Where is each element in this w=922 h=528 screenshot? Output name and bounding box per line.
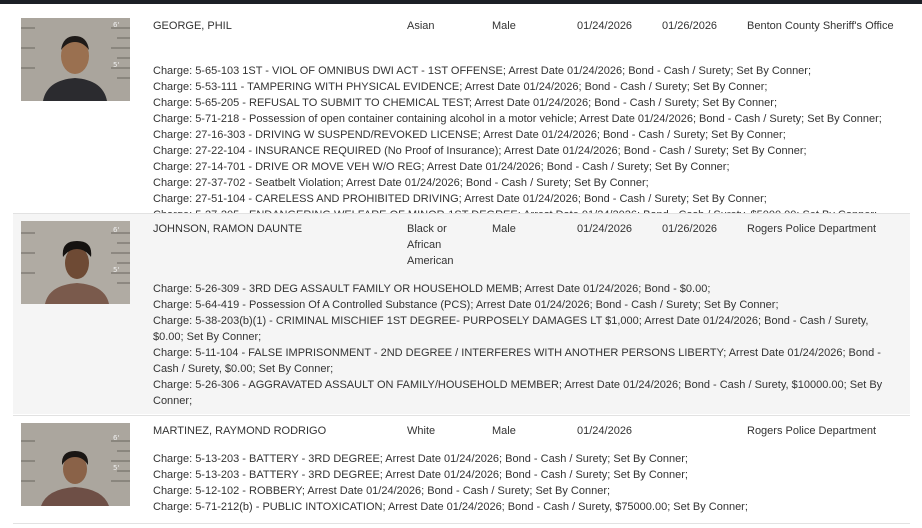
record-divider [13, 523, 910, 524]
release-date: 01/26/2026 [662, 20, 718, 32]
arrest-date: 01/24/2026 [577, 223, 633, 235]
svg-text:5': 5' [113, 464, 120, 472]
inmate-record [13, 12, 910, 212]
svg-text:6': 6' [113, 21, 120, 29]
charge-item: Charge: 5-71-212(b) - PUBLIC INTOXICATION; Arrest Date 01/24/2026; Bond - Cash / Surety, $75000.00; Set By Conner; [153, 501, 748, 513]
charge-item: Charge: 5-71-218 - Possession of open container containing alcohol in a motor vehicle; Arrest Date 01/24/2026; Bond - Cash / Surety; Set By Conner; [153, 113, 882, 125]
charge-item: Charge: 5-26-309 - 3RD DEG ASSAULT FAMILY OR HOUSEHOLD MEMB; Arrest Date 01/24/2026; Bond - $0.00; [153, 283, 711, 295]
mugshot-photo[interactable] [21, 18, 130, 101]
svg-text:6': 6' [113, 226, 120, 234]
charge-item: Charge: 5-26-306 - AGGRAVATED ASSAULT ON FAMILY/HOUSEHOLD MEMBER; Arrest Date 01/24/2026; Bond - Cash / Surety, $10000.00; Set By Conner; [153, 379, 883, 407]
inmate-name: JOHNSON, RAMON DAUNTE [153, 223, 303, 235]
charge-item: Charge: 27-37-702 - Seatbelt Violation; Arrest Date 01/24/2026; Bond - Cash / Surety; Set By Conner; [153, 177, 649, 189]
inmate-record [13, 214, 910, 414]
inmate-sex: Male [492, 20, 516, 32]
inmate-sex: Male [492, 223, 516, 235]
inmate-race: Asian [407, 20, 435, 32]
inmate-race: Black or African American [407, 223, 454, 267]
charge-item: Charge: 27-22-104 - INSURANCE REQUIRED (No Proof of Insurance); Arrest Date 01/24/2026; Bond - Cash / Surety; Set By Conner; [153, 145, 807, 157]
charge-item: Charge: 5-11-104 - FALSE IMPRISONMENT - 2ND DEGREE / INTERFERES WITH ANOTHER PERSONS LIBERTY; Arrest Date 01/24/2026; Bond - Cash / Surety, $0.00; Set By Conner; [153, 347, 881, 375]
charge-list [153, 281, 901, 409]
charge-item: Charge: 5-12-102 - ROBBERY; Arrest Date 01/24/2026; Bond - Cash / Surety; Set By Conner; [153, 485, 611, 497]
arresting-agency: Rogers Police Department [747, 223, 877, 235]
inmate-record [13, 416, 910, 522]
inmate-name: GEORGE, PHIL [153, 20, 232, 32]
arresting-agency: Benton County Sheriff's Office [747, 20, 894, 32]
mugshot-photo[interactable] [21, 423, 130, 506]
arrest-date: 01/24/2026 [577, 425, 633, 437]
charge-list [153, 63, 901, 223]
charge-list [153, 451, 901, 515]
charge-item: Charge: 27-14-701 - DRIVE OR MOVE VEH W/O REG; Arrest Date 01/24/2026; Bond - Cash / Surety; Set By Conner; [153, 161, 730, 173]
release-date: 01/26/2026 [662, 223, 718, 235]
charge-item: Charge: 5-53-111 - TAMPERING WITH PHYSICAL EVIDENCE; Arrest Date 01/24/2026; Bond - Cash / Surety; Set By Conner; [153, 81, 768, 93]
arrest-date: 01/24/2026 [577, 20, 633, 32]
charge-item: Charge: 5-65-205 - REFUSAL TO SUBMIT TO CHEMICAL TEST; Arrest Date 01/24/2026; Bond - Cash / Surety; Set By Conner; [153, 97, 778, 109]
inmate-race: White [407, 425, 436, 437]
charge-item: Charge: 5-38-203(b)(1) - CRIMINAL MISCHIEF 1ST DEGREE- PURPOSELY DAMAGES LT $1,000; Arrest Date 01/24/2026; Bond - Cash / Surety, $0.00; Set By Conner; [153, 315, 869, 343]
svg-text:5': 5' [113, 61, 120, 69]
top-bar [0, 0, 922, 4]
charge-item: Charge: 27-16-303 - DRIVING W SUSPEND/REVOKED LICENSE; Arrest Date 01/24/2026; Bond - Cash / Surety; Set By Conner; [153, 129, 786, 141]
charge-item: Charge: 5-13-203 - BATTERY - 3RD DEGREE; Arrest Date 01/24/2026; Bond - Cash / Surety; Set By Conner; [153, 469, 688, 481]
charge-item: Charge: 5-65-103 1ST - VIOL OF OMNIBUS DWI ACT - 1ST OFFENSE; Arrest Date 01/24/2026; Bond - Cash / Surety; Set By Conner; [153, 65, 812, 77]
svg-text:5': 5' [113, 266, 120, 274]
charge-item: Charge: 5-13-203 - BATTERY - 3RD DEGREE; Arrest Date 01/24/2026; Bond - Cash / Surety; Set By Conner; [153, 453, 688, 465]
charge-item: Charge: 27-51-104 - CARELESS AND PROHIBITED DRIVING; Arrest Date 01/24/2026; Bond - Cash / Surety; Set By Conner; [153, 193, 767, 205]
svg-text:6': 6' [113, 434, 120, 442]
arresting-agency: Rogers Police Department [747, 425, 877, 437]
inmate-name: MARTINEZ, RAYMOND RODRIGO [153, 425, 327, 437]
mugshot-photo[interactable] [21, 221, 130, 304]
charge-item: Charge: 5-64-419 - Possession Of A Controlled Substance (PCS); Arrest Date 01/24/2026; Bond - Cash / Surety; Set By Conner; [153, 299, 779, 311]
inmate-sex: Male [492, 425, 516, 437]
